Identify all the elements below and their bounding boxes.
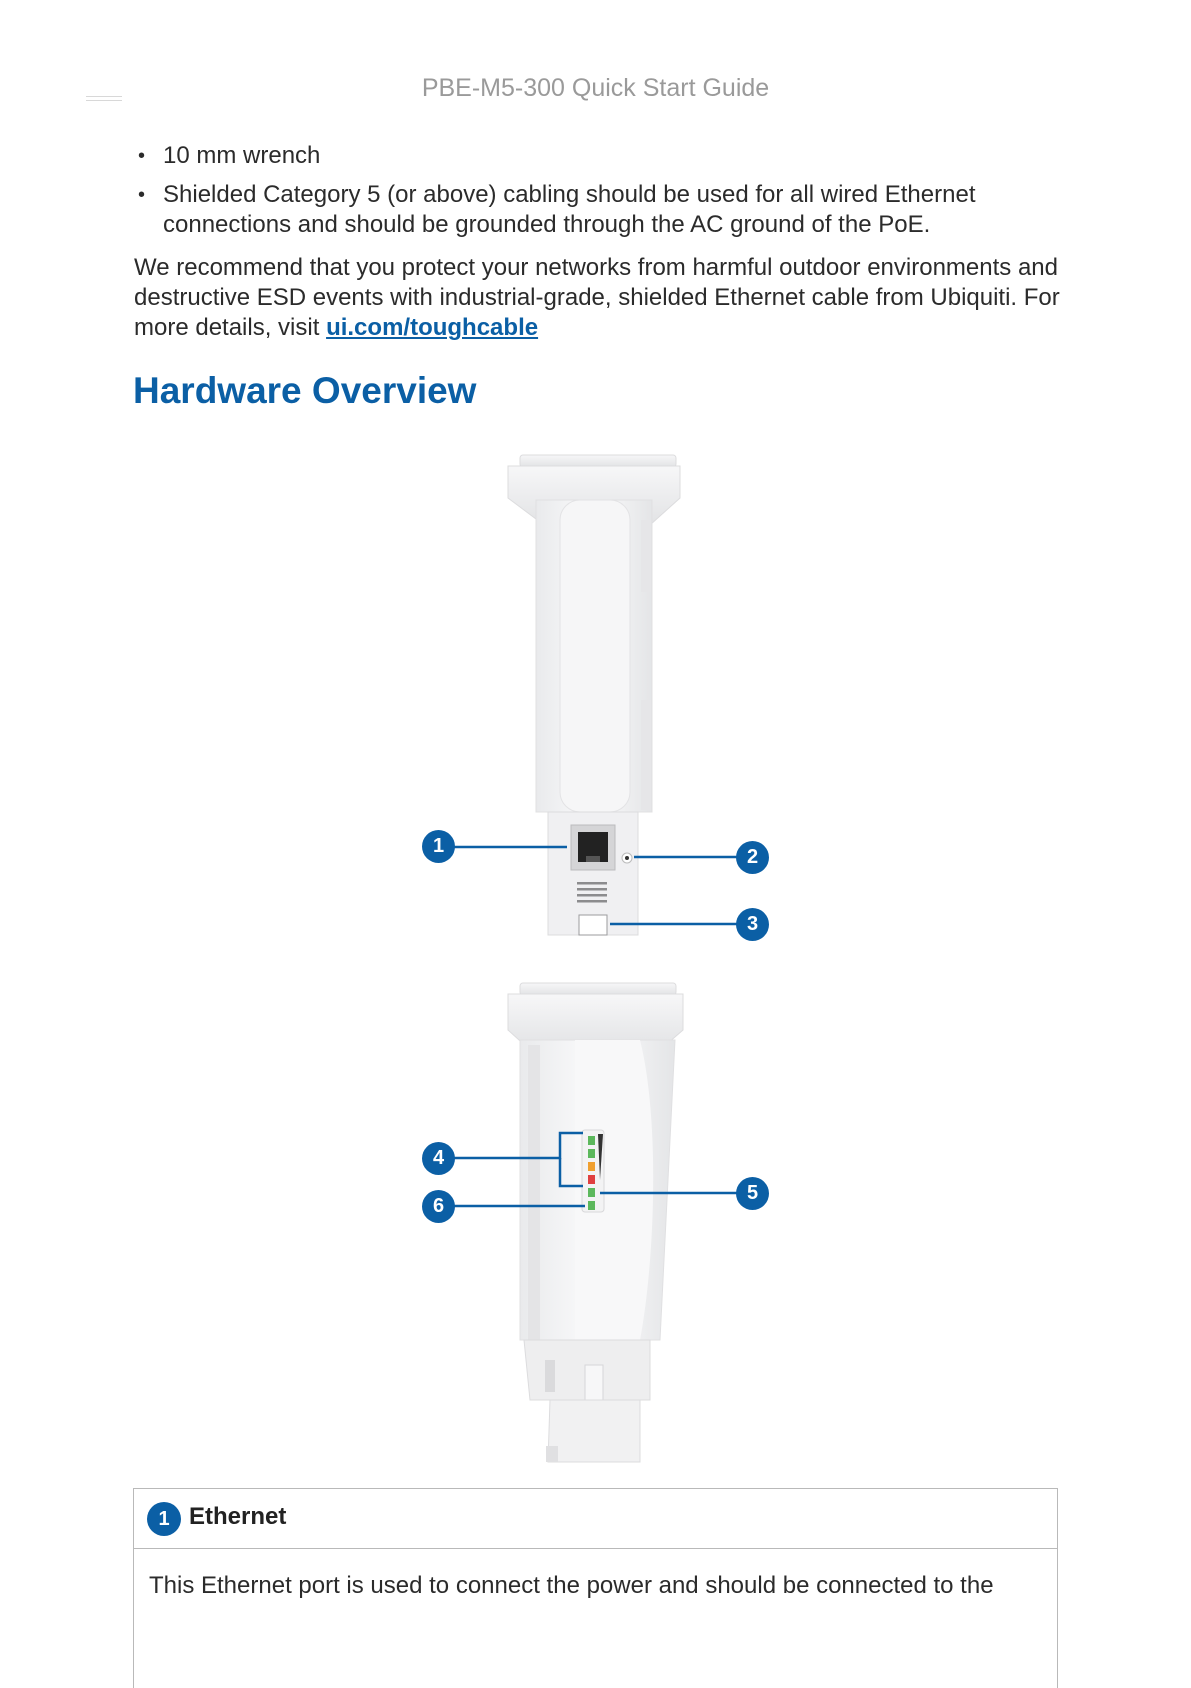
toughcable-link[interactable]: ui.com/toughcable	[326, 314, 539, 341]
device-back-view	[438, 455, 737, 935]
ethernet-title: Ethernet	[189, 1503, 287, 1530]
section-title: Hardware Overview	[133, 370, 477, 411]
recommendation-text: We recommend that you protect your networks from harmful outdoor environments and destructive ESD events with industrial-grade, shielded Ethernet cable from Ubiquiti. For more details, visit	[134, 254, 1060, 341]
ethernet-description: This Ethernet port is used to connect the power and should be connected to the	[149, 1572, 994, 1599]
callout-3: 3	[736, 908, 769, 941]
corner-mark	[86, 96, 122, 104]
list-item: • Shielded Category 5 (or above) cabling should be used for all wired Ethernet connections and should be grounded through the AC ground of the PoE.	[134, 180, 1054, 240]
ethernet-table-header	[134, 1489, 1057, 1549]
callout-4: 4	[422, 1142, 455, 1175]
callout-2: 2	[736, 841, 769, 874]
table-callout-1: 1	[147, 1502, 181, 1536]
callout-5: 5	[736, 1177, 769, 1210]
page-header: PBE-M5-300 Quick Start Guide	[421, 74, 770, 102]
recommendation-paragraph	[134, 253, 1069, 343]
requirements-list	[134, 141, 1054, 249]
device-front-view	[438, 983, 737, 1462]
callout-1: 1	[422, 830, 455, 863]
list-item: • 10 mm wrench	[134, 141, 1054, 171]
callout-6: 6	[422, 1190, 455, 1223]
ethernet-info-table	[133, 1488, 1058, 1688]
